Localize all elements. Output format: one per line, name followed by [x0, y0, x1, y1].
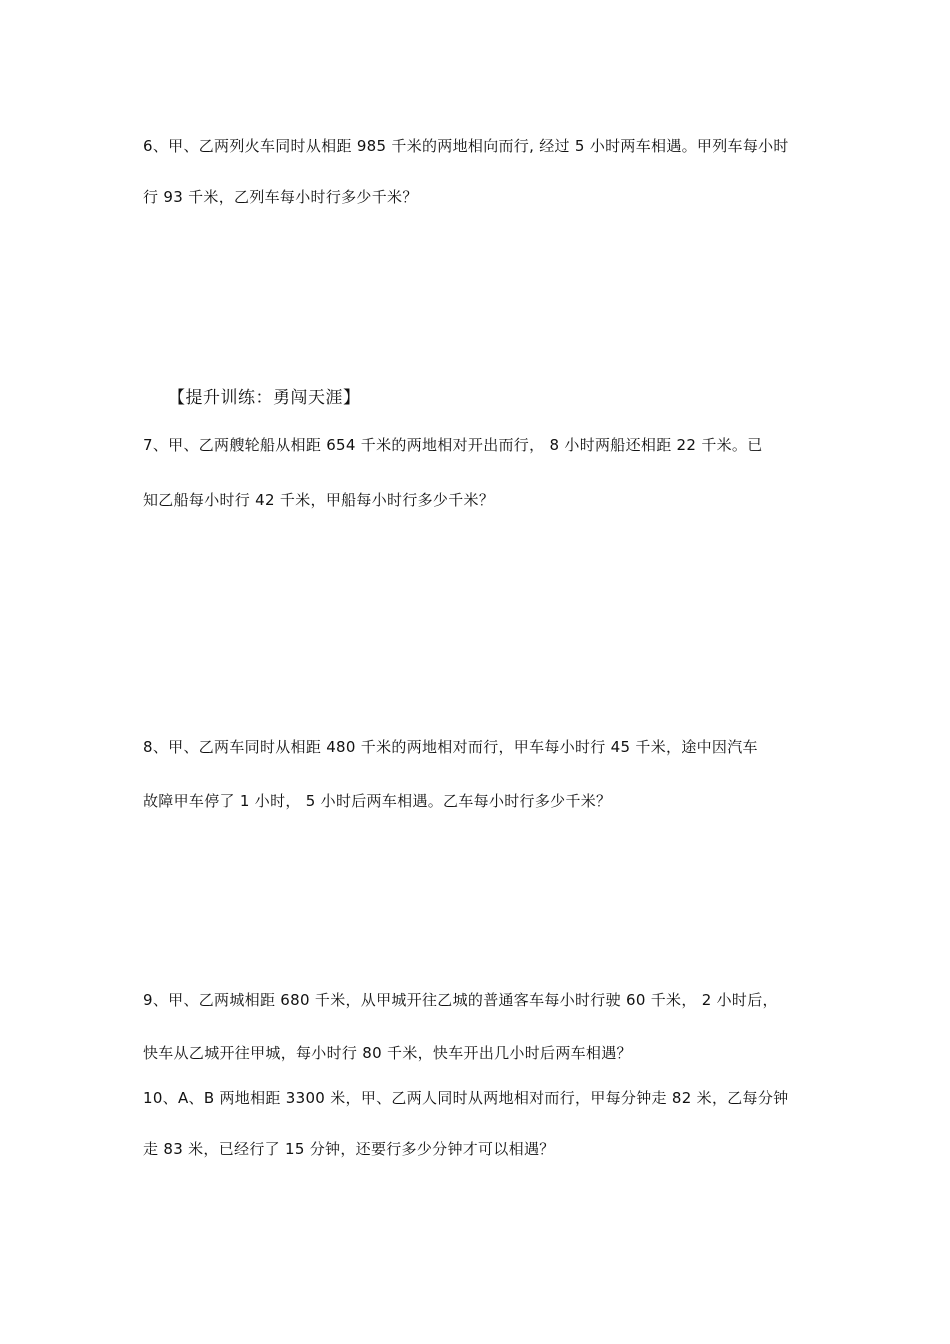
section-heading: 【提升训练：勇闯天涯】 [168, 388, 361, 408]
problem-10-line-1: 10、A、B 两地相距 3300 米，甲、乙两人同时从两地相对而行，甲每分钟走 82 米，乙每分钟 [143, 1089, 789, 1107]
problem-6-line-1: 6、甲、乙两列火车同时从相距 985 千米的两地相向而行, 经过 5 小时两车相遇。甲列车每小时 [143, 137, 789, 155]
problem-8-line-1: 8、甲、乙两车同时从相距 480 千米的两地相对而行，甲车每小时行 45 千米，途中因汽车 [143, 738, 758, 756]
problem-9-line-1: 9、甲、乙两城相距 680 千米，从甲城开往乙城的普通客车每小时行驶 60 千米， 2 小时后， [143, 991, 778, 1009]
problem-9-line-2: 快车从乙城开往甲城，每小时行 80 千米，快车开出几小时后两车相遇？ [143, 1044, 632, 1062]
problem-10-line-2: 走 83 米，已经行了 15 分钟，还要行多少分钟才可以相遇？ [143, 1140, 555, 1158]
problem-8-line-2: 故障甲车停了 1 小时， 5 小时后两车相遇。乙车每小时行多少千米？ [143, 792, 612, 810]
problem-7-line-1: 7、甲、乙两艘轮船从相距 654 千米的两地相对开出而行， 8 小时两船还相距 22 千米。已 [143, 436, 763, 454]
problem-7-line-2: 知乙船每小时行 42 千米，甲船每小时行多少千米？ [143, 491, 495, 509]
problem-6-line-2: 行 93 千米，乙列车每小时行多少千米？ [143, 188, 418, 206]
